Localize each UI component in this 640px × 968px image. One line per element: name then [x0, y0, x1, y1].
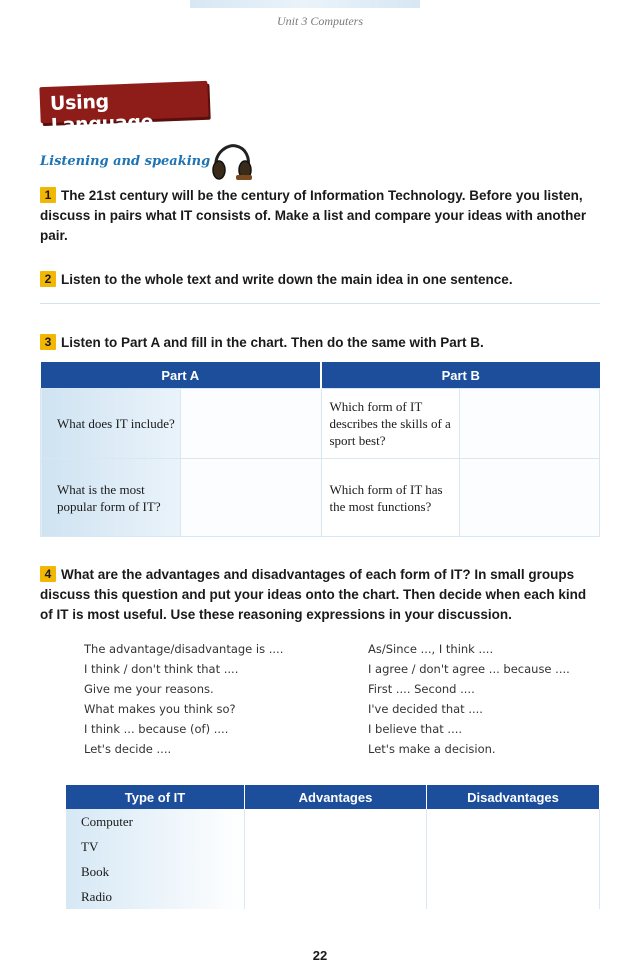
answer-cell[interactable]: [181, 389, 322, 459]
question-number-badge: 2: [40, 271, 56, 287]
question-1: [40, 186, 602, 246]
question-3: [40, 333, 602, 353]
answer-cell[interactable]: [427, 809, 600, 834]
part-a-b-chart: [40, 362, 600, 537]
question-4: [40, 565, 602, 625]
part-a-question: What does IT include?: [41, 389, 181, 459]
disadvantages-header: Disadvantages: [427, 785, 600, 809]
table-row: [66, 834, 600, 859]
part-b-header: Part B: [321, 362, 600, 389]
expression: Let's decide ....: [84, 742, 172, 756]
question-number-badge: 3: [40, 334, 56, 350]
answer-cell[interactable]: [245, 809, 427, 834]
advantages-header: Advantages: [245, 785, 427, 809]
answer-cell[interactable]: [245, 834, 427, 859]
it-type-cell: Radio: [66, 884, 245, 909]
part-b-question: Which form of IT has the most functions?: [321, 459, 459, 537]
expression: I believe that ....: [368, 722, 463, 736]
section-banner: [39, 81, 208, 137]
answer-cell[interactable]: [427, 884, 600, 909]
page-number: 22: [312, 948, 328, 963]
answer-cell[interactable]: [427, 834, 600, 859]
answer-cell[interactable]: [459, 389, 600, 459]
expression: As/Since ..., I think ....: [368, 642, 494, 656]
question-number-badge: 4: [40, 566, 56, 582]
question-number-badge: 1: [40, 187, 56, 203]
expression: The advantage/disadvantage is ....: [84, 642, 284, 656]
expression: I think / don't think that ....: [84, 662, 239, 676]
answer-line: [40, 303, 600, 304]
table-row: [66, 859, 600, 884]
answer-cell[interactable]: [459, 459, 600, 537]
question-2: [40, 270, 602, 290]
unit-header: Unit 3 Computers: [276, 14, 363, 28]
answer-cell[interactable]: [427, 859, 600, 884]
it-type-cell: Book: [66, 859, 245, 884]
expression: First .... Second ....: [368, 682, 475, 696]
top-decorative-strip: [190, 0, 420, 8]
expression: I've decided that ....: [368, 702, 483, 716]
expression: What makes you think so?: [84, 702, 236, 716]
part-a-question: What is the most popular form of IT?: [41, 459, 181, 537]
section-title: Listening and speaking: [40, 154, 211, 169]
answer-cell[interactable]: [245, 859, 427, 884]
part-b-question: Which form of IT describes the skills of a sport best?: [321, 389, 459, 459]
it-type-cell: TV: [66, 834, 245, 859]
question-text: What are the advantages and disadvantages of each form of IT? In small groups discuss this question and put your ideas onto the chart. Then decide when each kind of IT is most useful. Use these reasoning expressions in your discussion.: [40, 567, 587, 622]
expression: Give me your reasons.: [84, 682, 214, 696]
part-a-header: Part A: [41, 362, 322, 389]
expression: I think ... because (of) ....: [84, 722, 229, 736]
headphones-icon: [208, 142, 254, 182]
expressions-left-column: [84, 639, 283, 759]
table-row: [66, 884, 600, 909]
banner-label: Using Language: [49, 90, 154, 137]
answer-cell[interactable]: [245, 884, 427, 909]
expressions-right-column: [368, 639, 570, 759]
expression: Let's make a decision.: [368, 742, 496, 756]
type-of-it-header: Type of IT: [66, 785, 245, 809]
question-text: Listen to the whole text and write down the main idea in one sentence.: [61, 272, 513, 287]
answer-cell[interactable]: [181, 459, 322, 537]
table-row: [66, 809, 600, 834]
question-text: Listen to Part A and fill in the chart. Then do the same with Part B.: [61, 335, 484, 350]
expression: I agree / don't agree ... because ....: [368, 662, 570, 676]
it-advantages-table: [66, 785, 600, 909]
it-type-cell: Computer: [66, 809, 245, 834]
question-text: The 21st century will be the century of Information Technology. Before you listen, discuss in pairs what IT consists of. Make a list and compare your ideas with another pair.: [40, 188, 587, 243]
